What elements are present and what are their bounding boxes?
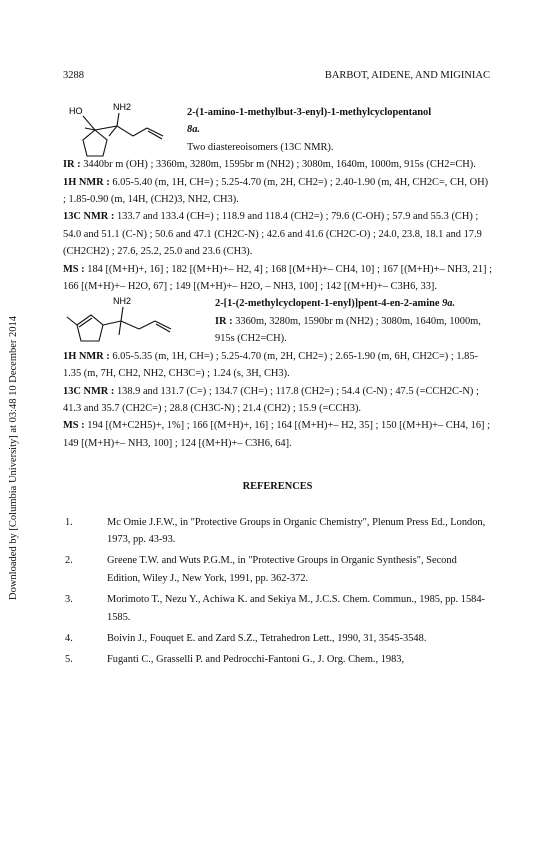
reference-item bbox=[63, 630, 492, 647]
page-header bbox=[63, 70, 490, 81]
ms-data: MS : 184 [(M+H)+, 16] ; 182 [(M+H)+– H2, 4] ; 168 [(M+H)+– CH4, 10] ; 167 [(M+H)+– NH3, 21] ; 166 [(M+H)+– H2O, 67] ; 149 [(M+H)+– H2O, – NH3, 100] ; 142 [(M+H)+– C3H6, 33]. bbox=[63, 263, 492, 293]
reference-item bbox=[63, 514, 492, 549]
h-nmr-data: 1H NMR : 6.05-5.40 (m, 1H, CH=) ; 5.25-4.70 (m, 2H, CH2=) ; 2.40-1.90 (m, 4H, CH2C=, CH, OH) ; 1.85-0.90 (m, 14H, (CH2)3, NH2, CH3). bbox=[63, 176, 489, 206]
reference-item bbox=[63, 651, 492, 668]
reference-text: Morimoto T., Nezu Y., Achiwa K. and Sekiya M., J.C.S. Chem. Commun., 1985, pp. 1584-1585. bbox=[107, 594, 485, 623]
reference-text: Mc Omie J.F.W., in "Protective Groups in Organic Chemistry", Plenum Press Ed., London, 1973, pp. 43-93. bbox=[107, 516, 486, 545]
ms-data: MS : 194 [(M+C2H5)+, 1%] ; 166 [(M+H)+, 16] ; 164 [(M+H)+– H2, 35] ; 150 [(M+H)+– CH4, 16] ; 149 [(M+H)+– NH3, 100] ; 124 [(M+H)+– C3H6, 64]. bbox=[63, 420, 490, 449]
reference-text: Greene T.W. and Wuts P.G.M., in "Protective Groups in Organic Synthesis", Second Edition, Wiley J., New York, 1991, pp. 362-372. bbox=[107, 555, 457, 584]
compound-8a bbox=[63, 100, 492, 295]
diastereo-note: Two diastereoisomers (13C NMR). bbox=[187, 141, 334, 153]
reference-item bbox=[63, 552, 492, 587]
running-title: BARBOT, AIDENE, AND MIGINIAC bbox=[324, 70, 490, 81]
download-notice: Downloaded by [Columbia University] at 03:48 10 December 2014 bbox=[8, 315, 19, 600]
references-heading: REFERENCES bbox=[242, 481, 313, 493]
c-nmr-data: 13C NMR : 138.9 and 131.7 (C=) ; 134.7 (CH=) ; 117.8 (CH2=) ; 54.4 (C-N) ; 47.5 (=CCH2C-N) ; 41.3 and 35.7 (CH2C=) ; 28.8 (CH3C-N) ; 21.4 (CH2) ; 15.9 (=CCH3). bbox=[63, 385, 479, 414]
article-body bbox=[63, 100, 492, 673]
reference-number: 3. bbox=[65, 594, 73, 606]
h-nmr-data: 1H NMR : 6.05-5.35 (m, 1H, CH=) ; 5.25-4.70 (m, 2H, CH2=) ; 2.65-1.90 (m, 6H, CH2C=) ; 1.85-1.35 (m, 7H, CH2, NH2, CH3C=) ; 1.24 (s, 3H, CH3). bbox=[63, 350, 478, 380]
page-number: 3288 bbox=[63, 70, 84, 81]
compound-title: 2-(1-amino-1-methylbut-3-enyl)-1-methylcyclopentanol bbox=[187, 107, 432, 118]
compound-9a bbox=[63, 295, 492, 452]
structure-label-nh2: NH2 bbox=[113, 296, 132, 307]
reference-number: 4. bbox=[65, 632, 73, 644]
reference-item bbox=[63, 591, 492, 626]
compound-title: 2-[1-(2-methylcyclopent-1-enyl)]pent-4-en-2-amine 9a. bbox=[215, 298, 456, 310]
reference-number: 5. bbox=[65, 654, 73, 666]
reference-text: Fuganti C., Grasselli P. and Pedrocchi-Fantoni G., J. Org. Chem., 1983, bbox=[107, 654, 405, 666]
structure-label-nh2: NH2 bbox=[113, 102, 132, 112]
reference-number: 2. bbox=[65, 555, 73, 567]
structure-8a bbox=[63, 100, 183, 170]
structure-9a bbox=[63, 295, 203, 355]
c-nmr-data: 13C NMR : 133.7 and 133.4 (CH=) ; 118.9 and 118.4 (CH2=) ; 79.6 (C-OH) ; 57.9 and 55.3 (CH) ; 54.0 and 51.1 (C-N) ; 50.6 and 47.1 (CH2C-N) ; 42.6 and 41.6 (CH2C-O) ; 24.0, 23.8, 18.1 and 17.9 (CH2CH2) ; 27.6, 25.2, 25.0 and 23.6 (CH3). bbox=[63, 211, 482, 258]
structure-label-ho: HO bbox=[69, 106, 83, 116]
reference-number: 1. bbox=[65, 516, 73, 528]
ir-data: IR : 3440br m (OH) ; 3360m, 3280m, 1595br m (NH2) ; 3080m, 1640m, 1000m, 915s (CH2=CH). bbox=[63, 159, 476, 171]
reference-text: Boivin J., Fouquet E. and Zard S.Z., Tetrahedron Lett., 1990, 31, 3545-3548. bbox=[107, 632, 427, 644]
ir-data: IR : 3360m, 3280m, 1590br m (NH2) ; 3080m, 1640m, 1000m, 915s (CH2=CH). bbox=[215, 315, 481, 345]
reference-list bbox=[63, 514, 492, 669]
compound-number: 8a. bbox=[187, 124, 200, 136]
